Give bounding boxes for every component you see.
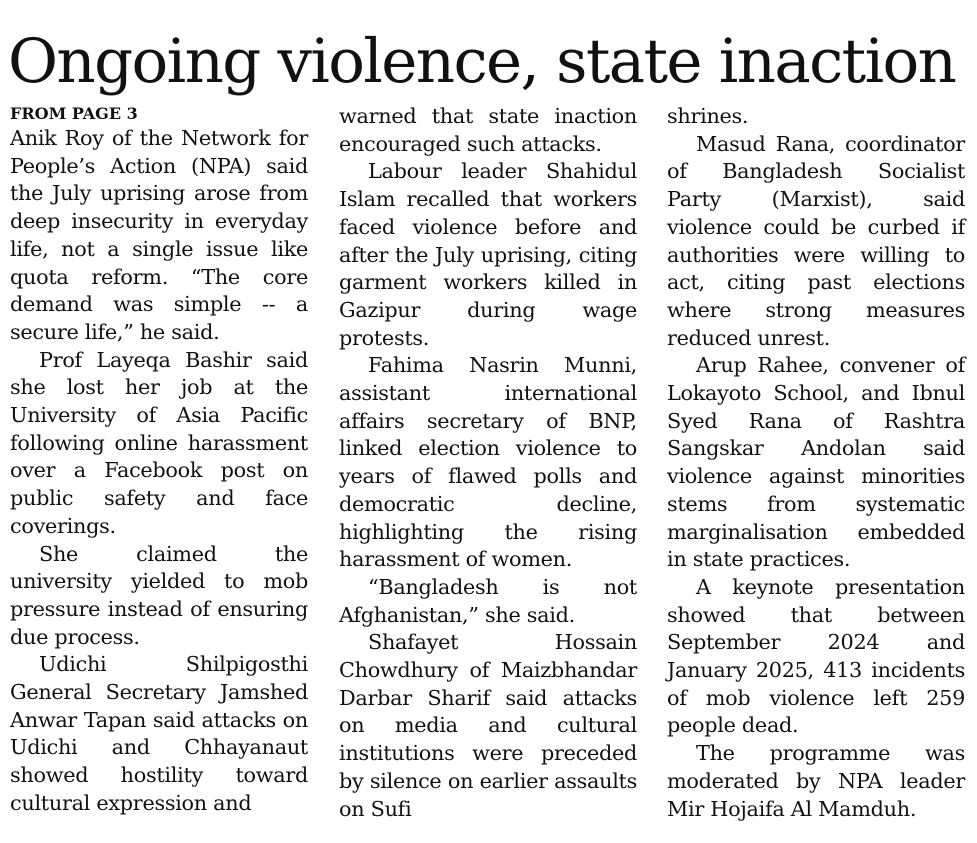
paragraph: Arup Rahee, convener of Lokayoto School, and Ibnul Syed Rana of Rashtra Sangskar Andolan said violence against minorities stems from systematic marginalisation embedded in state practices.	[667, 353, 965, 572]
paragraph: Anik Roy of the Network for People’s Action (NPA) said the July uprising arose from deep insecurity in everyday life, not a single issue like quota reform. “The core demand was simple -- a secure life,” he said.	[10, 126, 308, 344]
paragraph: Fahima Nasrin Munni, assistant international affairs secretary of BNP, linked election violence to years of flawed polls and democratic decline, highlighting the rising harassment of women.	[339, 353, 637, 572]
column-1	[10, 103, 308, 818]
column-2	[339, 103, 637, 823]
paragraph: warned that state inaction encouraged such attacks.	[339, 104, 637, 156]
paragraph: Udichi Shilpigosthi General Secretary Jamshed Anwar Tapan said attacks on Udichi and Chhayanaut showed hostility toward cultural expression and	[10, 652, 308, 815]
column-3	[667, 103, 965, 823]
paragraph: Masud Rana, coordinator of Bangladesh Socialist Party (Marxist), said violence could be curbed if authorities were willing to act, citing past elections where strong measures reduced unrest.	[667, 131, 965, 350]
paragraph: “Bangladesh is not Afghanistan,” she said.	[339, 574, 637, 627]
paragraph: A keynote presentation showed that between September 2024 and January 2025, 413 incidents of mob violence left 259 people dead.	[667, 574, 965, 738]
paragraph: Prof Layeqa Bashir said she lost her job at the University of Asia Pacific following online harassment over a Facebook post on public safety and face coverings.	[10, 347, 308, 538]
headline: Ongoing violence, state inaction	[8, 26, 956, 97]
paragraph: Shafayet Hossain Chowdhury of Maizbhandar Darbar Sharif said attacks on media and cultural institutions were preceded by silence on earlier assaults on Sufi	[339, 630, 637, 821]
continuation-kicker: FROM PAGE 3	[10, 104, 138, 123]
article-body	[10, 103, 968, 843]
paragraph: shrines.	[667, 104, 749, 128]
paragraph: She claimed the university yielded to mob pressure instead of ensuring due process.	[10, 541, 308, 649]
paragraph: The programme was moderated by NPA leader Mir Hojaifa Al Mamduh.	[667, 741, 965, 821]
paragraph: Labour leader Shahidul Islam recalled that workers faced violence before and after the July uprising, citing garment workers killed in Gazipur during wage protests.	[339, 159, 637, 350]
